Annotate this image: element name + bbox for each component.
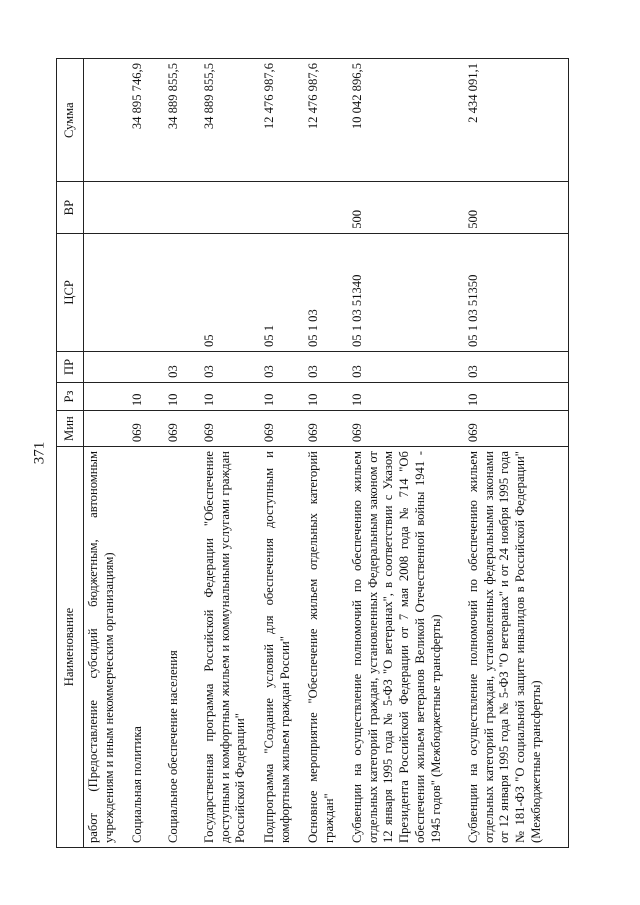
- row-name: работ (Предоставление субсидий бюджетным, автономным учреждениям и иным некоммерческим организациям): [84, 447, 129, 848]
- column-header-pr: ПР: [57, 352, 84, 383]
- row-pr: 03: [260, 352, 304, 383]
- column-header-vr: ВР: [57, 182, 84, 233]
- row-min: 069: [260, 411, 304, 447]
- table-row: [84, 59, 129, 848]
- row-min: [84, 411, 129, 447]
- budget-table: [56, 58, 569, 848]
- row-sum: 34 889 855,5: [164, 59, 200, 182]
- row-pr: [84, 352, 129, 383]
- row-vr: [260, 182, 304, 233]
- row-min: 069: [464, 411, 569, 447]
- row-rz: 10: [464, 382, 569, 410]
- row-name: Основное мероприятие "Обеспечение жильем отдельных категорий граждан": [304, 447, 348, 848]
- row-sum: 34 895 746,9: [128, 59, 164, 182]
- row-csr: [84, 233, 129, 351]
- row-rz: 10: [164, 382, 200, 410]
- row-rz: 10: [304, 382, 348, 410]
- row-vr: [164, 182, 200, 233]
- row-name: Социальное обеспечение населения: [164, 447, 200, 848]
- table-row: [260, 59, 304, 848]
- row-rz: [84, 382, 129, 410]
- table-row: [348, 59, 464, 848]
- row-min: 069: [304, 411, 348, 447]
- table-header-row: [57, 59, 84, 848]
- row-name: Подпрограмма "Создание условий для обеспечения доступным и комфортным жильем граждан России": [260, 447, 304, 848]
- row-min: 069: [164, 411, 200, 447]
- row-rz: 10: [348, 382, 464, 410]
- budget-table-page: [56, 58, 584, 848]
- row-vr: 500: [348, 182, 464, 233]
- row-name: Социальная политика: [128, 447, 164, 848]
- column-header-sum: Сумма: [57, 59, 84, 182]
- row-sum: [84, 59, 129, 182]
- table-row: [164, 59, 200, 848]
- row-min: 069: [200, 411, 260, 447]
- row-csr: [128, 233, 164, 351]
- row-name: Государственная программа Российской Федерации "Обеспечение доступным и комфортным жильем и коммунальными услугами граждан Российской Федерации": [200, 447, 260, 848]
- row-pr: 03: [200, 352, 260, 383]
- row-vr: [200, 182, 260, 233]
- row-sum: 10 042 896,5: [348, 59, 464, 182]
- row-pr: 03: [304, 352, 348, 383]
- row-sum: 34 889 855,5: [200, 59, 260, 182]
- row-csr: [164, 233, 200, 351]
- table-row: [128, 59, 164, 848]
- row-min: 069: [348, 411, 464, 447]
- table-row: [304, 59, 348, 848]
- row-pr: [128, 352, 164, 383]
- row-csr: 05 1 03: [304, 233, 348, 351]
- row-vr: [304, 182, 348, 233]
- row-pr: 03: [164, 352, 200, 383]
- row-rz: 10: [200, 382, 260, 410]
- row-rz: 10: [260, 382, 304, 410]
- table-row: [200, 59, 260, 848]
- row-csr: 05 1: [260, 233, 304, 351]
- table-row: [464, 59, 569, 848]
- row-min: 069: [128, 411, 164, 447]
- row-csr: 05 1 03 51350: [464, 233, 569, 351]
- row-sum: 12 476 987,6: [260, 59, 304, 182]
- page-number: 371: [31, 441, 48, 465]
- row-pr: 03: [464, 352, 569, 383]
- row-vr: 500: [464, 182, 569, 233]
- column-header-csr: ЦСР: [57, 233, 84, 351]
- column-header-rz: Рз: [57, 382, 84, 410]
- row-csr: 05 1 03 51340: [348, 233, 464, 351]
- row-sum: 2 434 091,1: [464, 59, 569, 182]
- row-name: Субвенции на осуществление полномочий по обеспечению жильем отдельных категорий граждан, установленных Федеральным законом от 12 января 1995 года № 5-ФЗ "О ветеранах", в соответствии с Указом Президента Российской Федерации от 7 мая 2008 года № 714 "Об обеспечении жильем ветеранов Великой Отечественной войны 1941 - 1945 годов" (Межбюджетные трансферты): [348, 447, 464, 848]
- row-vr: [84, 182, 129, 233]
- row-pr: 03: [348, 352, 464, 383]
- row-sum: 12 476 987,6: [304, 59, 348, 182]
- row-csr: 05: [200, 233, 260, 351]
- row-vr: [128, 182, 164, 233]
- column-header-name: Наименование: [57, 447, 84, 848]
- row-rz: 10: [128, 382, 164, 410]
- row-name: Субвенции на осуществление полномочий по обеспечению жильем отдельных категорий граждан, установленных федеральными законами от 12 января 1995 года № 5-ФЗ "О ветеранах" и от 24 ноября 1995 года № 181-ФЗ "О социальной защите инвалидов в Российской Федерации" (Межбюджетные трансферты): [464, 447, 569, 848]
- column-header-min: Мин: [57, 411, 84, 447]
